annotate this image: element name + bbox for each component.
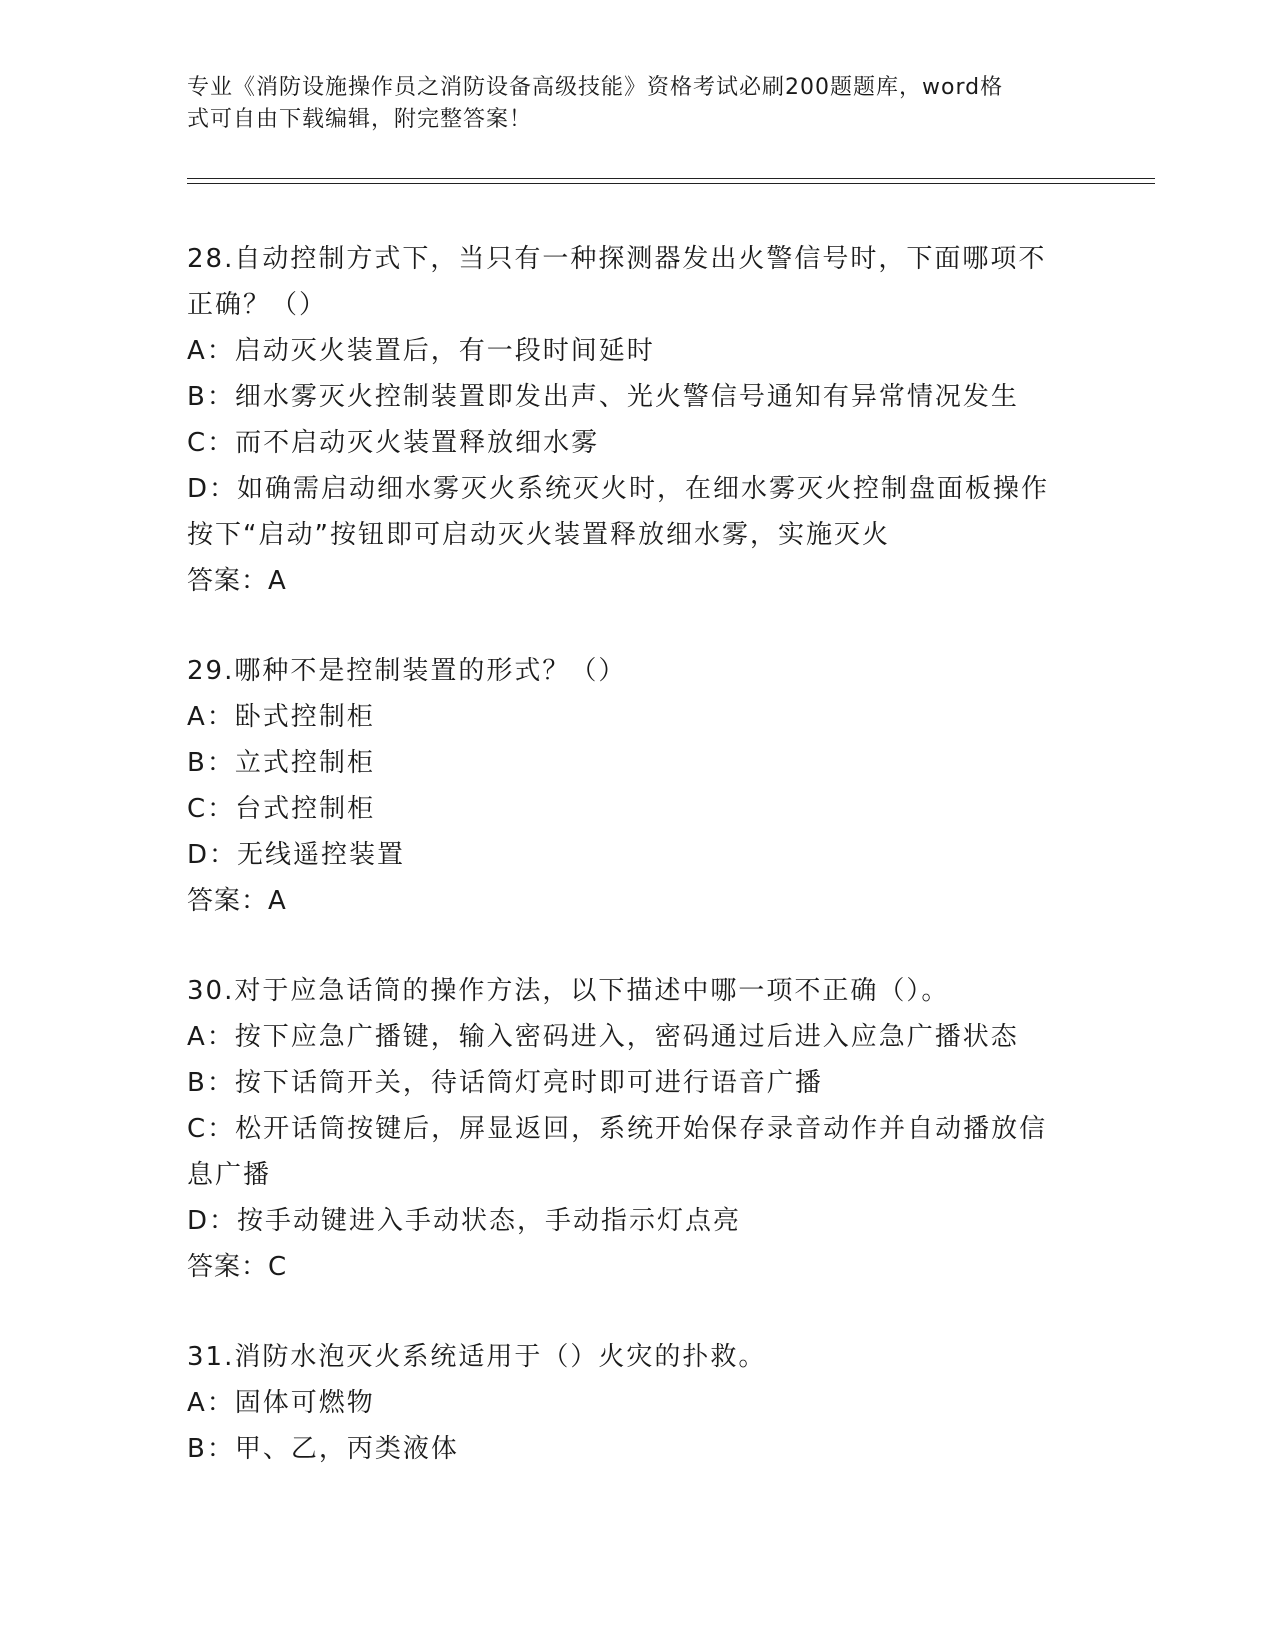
header-line-2: 式可自由下载编辑，附完整答案！ [187, 107, 533, 132]
option-b: B：立式控制柜 [187, 748, 375, 778]
option-c: C：松开话筒按键后，屏显返回，系统开始保存录音动作并自动播放信 [187, 1114, 1048, 1144]
option-d-continued: 按下“启动”按钮即可启动灭火装置释放细水雾，实施灭火 [187, 520, 890, 550]
header-divider-top [187, 178, 1155, 179]
option-d: D：无线遥控装置 [187, 840, 406, 870]
document-header [187, 72, 1077, 136]
header-divider-bottom [187, 183, 1155, 184]
option-d: D：如确需启动细水雾灭火系统灭火时，在细水雾灭火控制盘面板操作 [187, 474, 1050, 504]
option-c: C：而不启动灭火装置释放细水雾 [187, 428, 600, 458]
question-text: 30.对于应急话筒的操作方法，以下描述中哪一项不正确（）。 [187, 976, 950, 1006]
answer-label: 答案：A [187, 886, 287, 916]
option-a: A：卧式控制柜 [187, 702, 375, 732]
option-b: B：细水雾灭火控制装置即发出声、光火警信号通知有异常情况发生 [187, 382, 1019, 412]
question-text: 29.哪种不是控制装置的形式？（） [187, 656, 627, 686]
option-d: D：按手动键进入手动状态，手动指示灯点亮 [187, 1206, 742, 1236]
option-b: B：甲、乙，丙类液体 [187, 1434, 459, 1464]
option-a: A：固体可燃物 [187, 1388, 375, 1418]
option-c-continued: 息广播 [187, 1160, 272, 1190]
answer-label: 答案：A [187, 566, 287, 596]
option-a: A：按下应急广播键，输入密码进入，密码通过后进入应急广播状态 [187, 1022, 1019, 1052]
question-30 [187, 968, 1077, 1290]
question-text-continued: 正确？（） [187, 290, 328, 320]
question-list [187, 236, 1077, 1516]
question-31 [187, 1334, 1077, 1472]
option-b: B：按下话筒开关，待话筒灯亮时即可进行语音广播 [187, 1068, 823, 1098]
question-29 [187, 648, 1077, 924]
question-text: 28.自动控制方式下，当只有一种探测器发出火警信号时，下面哪项不 [187, 244, 1047, 274]
question-28 [187, 236, 1077, 604]
option-c: C：台式控制柜 [187, 794, 376, 824]
option-a: A：启动灭火装置后，有一段时间延时 [187, 336, 655, 366]
answer-label: 答案：C [187, 1252, 288, 1282]
question-text: 31.消防水泡灭火系统适用于（）火灾的扑救。 [187, 1342, 767, 1372]
header-line-1: 专业《消防设施操作员之消防设备高级技能》资格考试必刷200题题库，word格 [187, 75, 1004, 100]
